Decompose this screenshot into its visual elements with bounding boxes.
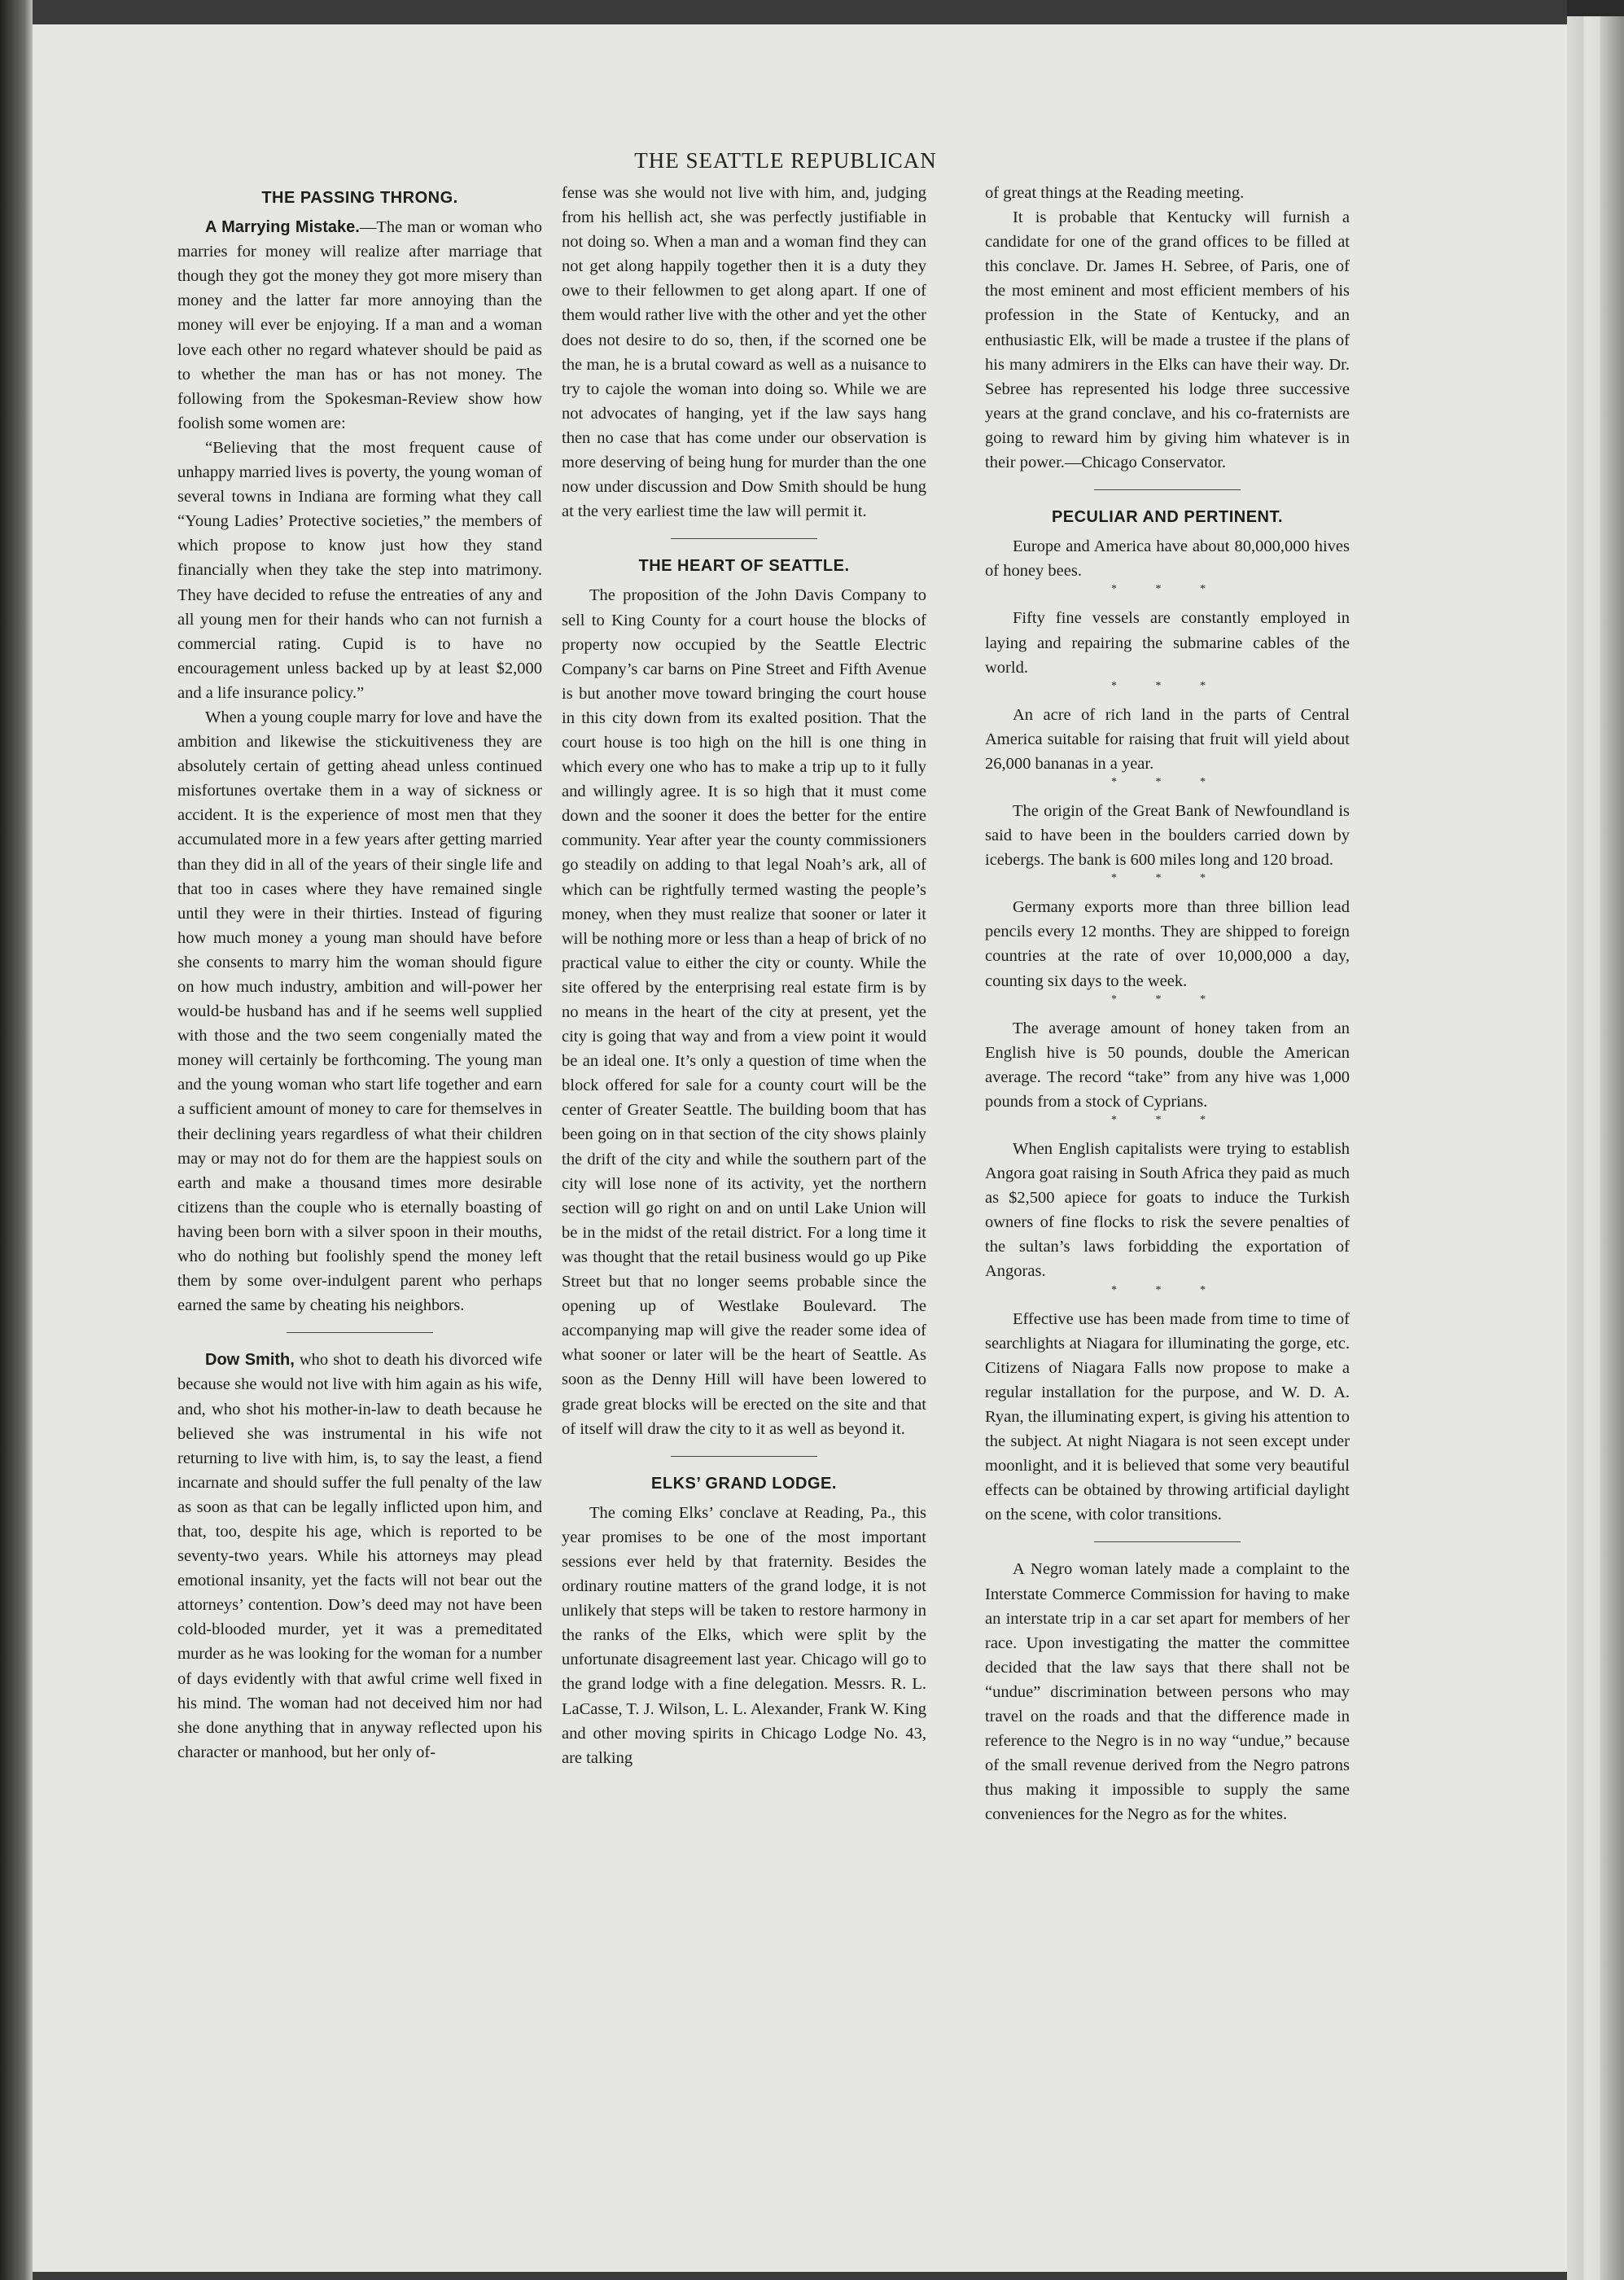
column-1 [177, 181, 542, 1765]
item-1: Europe and America have about 80,000,000 hives of honey bees. [985, 537, 1350, 581]
heading-peculiar-pertinent: PECULIAR AND PERTINENT. [1051, 508, 1284, 527]
paragraph-negro-woman: A Negro woman lately made a complaint to the Interstate Commerce Commission for having to make an interstate trip in a car set apart for members of her race. Upon investigating the matter the committee decided that the law says that there shall not be “undue” discrimination between persons who may travel on the roads and that the difference made in reference to the Negro is in no way “undue,” because of the small revenue derived from the Negro patrons thus making it impossible to supply the same conveniences for the Negro as for the whites. [985, 1560, 1350, 1824]
paragraph-heart-of-seattle: The proposition of the John Davis Company to sell to King County for a court house the blocks of property now occupied by the Seattle Electric Company’s car barns on Pine Street and Fifth Avenue is but another move toward bringing the court house in this city down from its exalted position. That the court house is too high on the hill is one thing in which every one who has to make a trip up to it fully and willingly agree. It is so high that it must come down and the sooner it does the better for the entire community. Year after year the county commissioners go steadily on adding to that legal Noah’s ark, all of which can be rightfully termed wasting the people’s money, when they must realize that sooner or later it will be nothing more or less than a heap of brick of no practical value to either the city or county. While the site offered by the enterprising real estate firm is by no means in the heart of the city at present, yet the city is going that way and from a view point it would be an ideal one. It’s only a question of time when the block offered for sale for a county court will be the center of Greater Seattle. The building boom that has been going on in that section of the city shows plainly the drift of the city and while the southern part of the city will lose none of its activity, yet the northern section will go right on and on until Lake Union will be in the midst of the retail district. For a long time it was thought that the retail business would go up Pike Street but that no longer seems probable since the opening up of Westlake Boulevard. The accompanying map will give the reader some idea of what sooner or later will be the heart of Seattle. As soon as the Denny Hill will have been lowered to grade great blocks will be erected on the site and that of itself will draw the city to it as well as beyond it. [562, 586, 926, 1438]
item-3: An acre of rich land in the parts of Central America suitable for raising that fruit will yield about 26,000 bananas in a year. [985, 705, 1350, 773]
section-rule [1094, 1541, 1241, 1542]
heading-elks-grand-lodge: ELKS’ GRAND LODGE. [651, 1474, 837, 1493]
section-rule [287, 1332, 433, 1333]
paragraph-quote: “Believing that the most frequent cause of unhappy married lives is poverty, the young woman of several towns in Indiana are forming what they call “Young Ladies’ Protective societies,” the members of which propose to know just how they stand financially when they take the step into matrimony. They have decided to refuse the entreaties of any and all young men for their hands who can not furnish a commercial rating. Cupid is to have no encouragement unless backed up by at least $2,000 and a life insurance policy.” [177, 438, 542, 702]
section-rule [671, 538, 817, 539]
heading-passing-throng: THE PASSING THRONG. [261, 189, 458, 207]
lead-dow-smith: Dow Smith, [205, 1351, 295, 1370]
separator-stars: * * * [1111, 583, 1223, 596]
section-rule [671, 1456, 817, 1457]
column-3 [985, 181, 1350, 1826]
item-7: When English capitalists were trying to establish Angora goat raising in South Africa they paid as much as $2,500 apiece for goats to induce the Turkish owners of fine flocks to risk the severe penalties of the sultan’s laws forbidding the exportation of Angoras. [985, 1140, 1350, 1281]
article-dow-smith [177, 1348, 542, 1765]
separator-stars: * * * [1111, 679, 1223, 692]
section-rule [1094, 489, 1241, 490]
item-2: Fifty fine vessels are constantly employed in laying and repairing the submarine cables of the world. [985, 609, 1350, 677]
separator-stars: * * * [1111, 993, 1223, 1006]
binding-edge [0, 0, 33, 2280]
masthead: THE SEATTLE REPUBLICAN [634, 148, 937, 173]
heading-heart-of-seattle: THE HEART OF SEATTLE. [638, 557, 850, 576]
separator-stars: * * * [1111, 1114, 1223, 1126]
item-5: Germany exports more than three billion lead pencils every 12 months. They are shipped to foreign countries at the rate of over 10,000,000 a day, counting six days to the week. [985, 898, 1350, 990]
item-8: Effective use has been made from time to time of searchlights at Niagara for illuminating the gorge, etc. Citizens of Niagara Falls now propose to make a regular installation for the purpose, and W. D. A. Ryan, the illuminating expert, is giving his attention to the subject. At night Niagara is not seen except under moonlight, and it is believed that some very beautiful effects can be obtained by throwing artificial daylight on the scene, with color transitions. [985, 1309, 1350, 1524]
page-stack-edge [1567, 16, 1624, 2280]
separator-stars: * * * [1111, 872, 1223, 885]
paragraph-text: —The man or woman who marries for money will realize after marriage that though they got the money they got more misery than money and the latter far more annoying than the money will ever be enjoying. If a man and a woman love each other no regard whatever should be paid as to whether the man has or has not money. The following from the Spokesman-Review show how foolish some women are: [177, 218, 542, 432]
paragraph-text: who shot to death his divorced wife because she would not live with him again as his wife, and, who shot his mother-in-law to death because he believed she was instrumental in his wife not returning to live with him, is, to say the least, a fiend incarnate and should suffer the full penalty of the law as soon as that can be legally inflicted upon him, and that, too, despite his age, which is reported to be seventy-two years. While his attorneys may plead emotional insanity, yet the facts will not bear out the attorneys’ contention. Dow’s deed may not have been cold-blooded murder, yet it was a premeditated murder as he was looking for the woman for a number of days evidently with that awful crime well fixed in his mind. The woman had not deceived him nor had she done anything that in anyway reflected upon his character or manhood, but her only of- [177, 1351, 542, 1761]
paragraph-elks: The coming Elks’ conclave at Reading, Pa., this year promises to be one of the most important sessions ever held by that fraternity. Besides the ordinary routine matters of the grand lodge, it is not unlikely that steps will be taken to restore harmony in the ranks of the Elks, which were split by the unfortunate disagreement last year. Chicago will go to the grand lodge with a fine delegation. Messrs. R. L. LaCasse, T. J. Wilson, L. L. Alexander, Frank W. King and other moving spirits in Chicago Lodge No. 43, are talking [562, 1503, 926, 1767]
paragraph-young-couple: When a young couple marry for love and have the ambition and likewise the stickuitiveness they are absolutely certain of getting ahead unless continued misfortunes overtake them in a way of sickness or accident. It is the experience of most men that they accumulated more in a few years after getting married than they did in all of the years of their single life and that too in cases where they have remained single until they were in their thirties. Instead of figuring how much money a young man should have before she consents to marry him the woman should figure on how much industry, ambition and will-power her would-be husband has and if he seems well supplied with those and the two seem congenially mated the money will certainly be forthcoming. The young man and the young woman who start life together and earn a sufficient amount of money to care for themselves in their declining years regardless of what their children may or may not do for them are the happiest souls on earth and make a thousand times more desirable citizens than the couple who is eternally boasting of having been born with a silver spoon in their mouths, who do nothing but foolishly spend the money left them by some over-indulgent parent who perhaps earned the same by cheating his neighbors. [177, 708, 542, 1315]
separator-stars: * * * [1111, 1283, 1223, 1296]
separator-stars: * * * [1111, 775, 1223, 788]
item-4: The origin of the Great Bank of Newfoundland is said to have been in the boulders carried down by icebergs. The bank is 600 miles long and 120 broad. [985, 801, 1350, 870]
paragraph-continued: fense was she would not live with him, and, judging from his hellish act, she was perfectly justifiable in not doing so. When a man and a woman find they can not get along happily together then it is a duty they owe to their fellowmen to get along apart. If one of them would rather live with the other and yet the other does not desire to do so, then, if the scorned one be the man, he is a brutal coward as well as a nuisance to try to cajole the woman into doing so. While we are not advocates of hanging, yet if the law says hang then no case that has come under our observation is more deserving of being hung for murder than the one now under discussion and Dow Smith should be hung at the very earliest time the law will permit it. [562, 184, 926, 521]
lead-marrying-mistake: A Marrying Mistake. [205, 218, 360, 237]
article-marrying-mistake [177, 215, 542, 436]
paragraph-continued: of great things at the Reading meeting. [985, 184, 1245, 202]
paragraph-kentucky: It is probable that Kentucky will furnish a candidate for one of the grand offices to be filled at this conclave. Dr. James H. Sebree, of Paris, one of the most eminent and most efficient members of his profession in the State of Kentucky, and an enthusiastic Elk, will be made a trustee if the plans of his many admirers in the Elks can have their way. Dr. Sebree has represented his lodge three successive years at the grand conclave, and his co-fraternists are going to reward him by giving him whatever is in their power.—Chicago Conservator. [985, 208, 1350, 472]
column-2 [562, 181, 926, 1770]
item-6: The average amount of honey taken from an English hive is 50 pounds, double the American average. The record “take” from any hive was 1,000 pounds from a stock of Cyprians. [985, 1019, 1350, 1111]
